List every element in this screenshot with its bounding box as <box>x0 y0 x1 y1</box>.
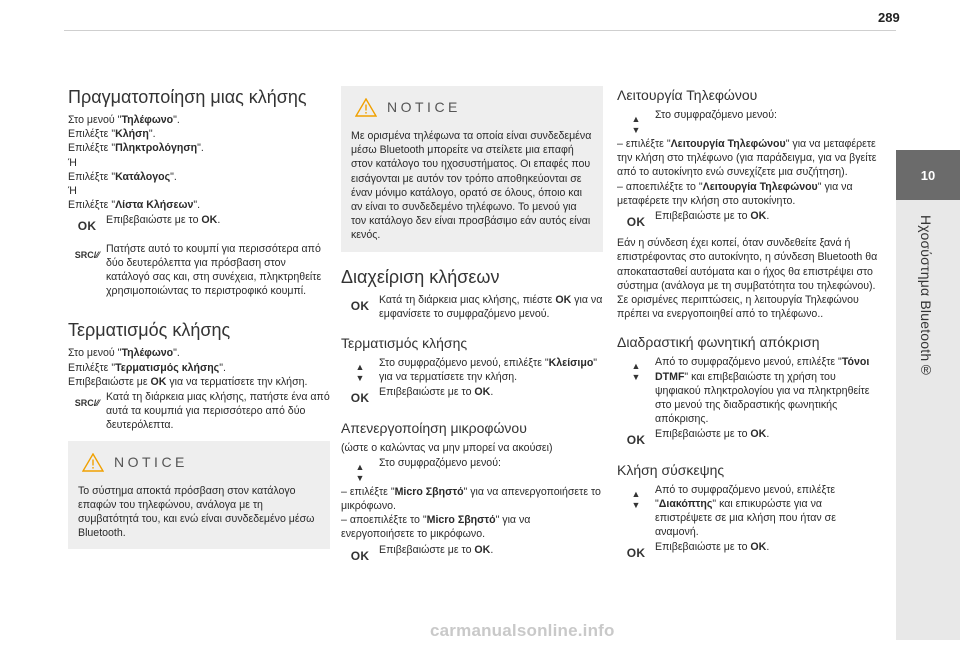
ok-button-icon: OK <box>77 219 97 234</box>
notice-box <box>68 441 330 550</box>
text-line: Επιλέξτε "Λίστα Κλήσεων". <box>68 199 201 212</box>
chapter-title: Ηχοσύστημα Bluetooth® <box>918 215 934 378</box>
up-down-arrows-icon: ▲ ▼ <box>631 488 641 510</box>
ok-button-icon: OK <box>626 433 646 448</box>
src-instruction: SRC/⁄⁄ Πατήστε αυτό το κουμπί για περισσότερα από δύο δευτερόλεπτα για πρόσβαση στον κατάλογό σας και, στη συνέχεια, πληκτρηθείτε χρησιμοποιώντας το περιστροφικό κουμπί. <box>74 242 322 298</box>
src-button-icon: SRC/⁄⁄ <box>74 249 100 260</box>
subsection-title-mute: Απενεργοποίηση μικροφώνου <box>341 419 527 436</box>
column-2 <box>341 86 603 564</box>
column-1 <box>68 86 330 557</box>
arrow-instruction: ▲ ▼ Στο συμφραζόμενο μενού: <box>355 456 501 483</box>
subsection-title-phone-mode: Λειτουργία Τηλεφώνου <box>617 87 758 103</box>
warning-icon <box>82 453 104 472</box>
section-title-make-call: Πραγματοποίηση μιας κλήσης <box>68 87 307 107</box>
ok-button-icon: OK <box>350 298 370 313</box>
text-line: Ή <box>68 156 77 169</box>
ok-instruction: OK Επιβεβαιώστε με το OK. <box>626 428 770 448</box>
text-line: Στο μενού "Τηλέφωνο". <box>68 114 180 126</box>
src-instruction: SRC/⁄⁄ Κατά τη διάρκεια μιας κλήσης, πατήστε ένα από αυτά τα κουμπιά για περισσότερο από δύο δευτερόλεπτα. <box>74 391 330 432</box>
up-down-arrows-icon: ▲ ▼ <box>355 461 365 483</box>
notice-text: Το σύστημα αποκτά πρόσβαση στον κατάλογο επαφών του τηλεφώνου, ανάλογα με τη συμβατότητά του, και ενώ είναι συνδεδεμένο μέσω Bluetooth. <box>78 484 315 540</box>
subsection-title-conference: Κλήση σύσκεψης <box>617 461 725 478</box>
ok-button-icon: OK <box>626 546 646 561</box>
ok-instruction: OK Επιβεβαιώστε με το OK. <box>350 543 494 563</box>
ok-instruction: OK Επιβεβαιώστε με το OK. <box>626 541 770 561</box>
ok-button-icon: OK <box>350 391 370 406</box>
ok-button-icon: OK <box>626 215 646 230</box>
ok-instruction: OK Κατά τη διάρκεια μιας κλήσης, πιέστε OK για να εμφανίσετε το συμφραζόμενο μενού. <box>350 293 603 320</box>
dash-item: – επιλέξτε "Λειτουργία Τηλεφώνου" για να μεταφέρετε την κλήση στο τηλέφωνο (για παράδειγμα, για να βγείτε από το αυτοκίνητο ενώ συνεχίζετε μια συζήτηση). <box>617 138 877 179</box>
notice-text: Με ορισμένα τηλέφωνα τα οποία είναι συνδεδεμένα μέσω Bluetooth μπορείτε να στείλετε μια επαφή στον κατάλογο του ηχοσυστήματος. Οι επαφές που εισάγονται με αυτόν τον τρόπο αποθηκεύονται σε έναν μόνιμο κατάλογο, ορατό σε όλους, όποιο και αν είναι το συνδεδεμένο τηλέφωνο. Το μενού για τον κατάλογο δεν είναι προσβάσιμο εάν αυτός είναι κενός. <box>351 130 592 242</box>
page-number: 289 <box>878 10 900 25</box>
text-line: Ή <box>68 185 77 198</box>
paragraph: Εάν η σύνδεση έχει κοπεί, όταν συνδεθείτε ξανά ή επιστρέφοντας στο αυτοκίνητο, η σύνδεση Bluetooth θα αποκατασταθεί αυτόματα και ο ήχος θα επιστρέψει στο σύστημα (ανάλογα με τη συμβατότητα του τηλεφώνου). Σε ορισμένες περιπτώσεις, η λειτουργία Τηλεφώνου πρέπει να ενεργοποιηθεί από το τηλέφωνο.. <box>617 237 878 321</box>
header-rule <box>64 30 896 31</box>
src-button-icon: SRC/⁄⁄ <box>74 398 100 409</box>
ok-button-icon: OK <box>350 548 370 563</box>
up-down-arrows-icon: ▲ ▼ <box>631 361 641 383</box>
column-3 <box>617 86 879 562</box>
text-line: Επιλέξτε "Κλήση". <box>68 128 156 141</box>
chapter-number: 10 <box>896 150 960 200</box>
text-line: Επιλέξτε "Τερματισμός κλήσης". <box>68 361 226 374</box>
dash-item: – αποεπιλέξτε το "Λειτουργία Τηλεφώνου" για να μεταφέρετε την κλήση στο αυτοκίνητο. <box>617 180 853 207</box>
arrow-instruction: ▲ ▼ Από το συμφραζόμενο μενού, επιλέξτε "Διακόπτης" και επικυρώστε για να επιστρέψετε σε μια κλήση που ήταν σε αναμονή. <box>631 483 836 539</box>
arrow-instruction: ▲ ▼ Στο συμφραζόμενο μενού: <box>631 109 777 135</box>
notice-title: NOTICE <box>387 99 461 116</box>
arrow-instruction: ▲ ▼ Από το συμφραζόμενο μενού, επιλέξτε "Τόνοι DTMF" και επιβεβαιώστε τη χρήση του ψηφιακού πληκτρολογίου για να πληκτρηθείτε στο μενού της διαδραστικής φωνητικής απόκρισης. <box>631 356 870 426</box>
ok-instruction: OK Επιβεβαιώστε με το OK. <box>626 210 770 230</box>
subsection-title-end-call: Τερματισμός κλήσης <box>341 335 468 352</box>
watermark: carmanualsonline.info <box>430 621 615 640</box>
text-line: Επιλέξτε "Πληκτρολόγηση". <box>68 142 204 155</box>
section-title-call-management: Διαχείριση κλήσεων <box>341 266 500 287</box>
up-down-arrows-icon: ▲ ▼ <box>631 114 641 135</box>
warning-icon <box>355 98 377 117</box>
ok-instruction: OK Επιβεβαιώστε με το OK. <box>77 214 221 234</box>
notice-box <box>341 86 603 252</box>
text-line: Επιλέξτε "Κατάλογος". <box>68 170 177 183</box>
ok-instruction: OK Επιβεβαιώστε με το OK. <box>350 386 494 406</box>
dash-item: – αποεπιλέξτε το "Micro Σβηστό" για να ενεργοποιήσετε το μικρόφωνο. <box>341 514 531 541</box>
dash-item: – επιλέξτε "Micro Σβηστό" για να απενεργοποιήσετε το μικρόφωνο. <box>341 485 601 513</box>
text-line: Στο μενού "Τηλέφωνο". <box>68 347 180 360</box>
arrow-instruction: ▲ ▼ Στο συμφραζόμενο μενού, επιλέξτε "Κλείσιμο" για να τερματίσετε την κλήση. <box>355 357 598 384</box>
notice-title: NOTICE <box>114 454 188 471</box>
up-down-arrows-icon: ▲ ▼ <box>355 362 365 384</box>
section-title-end-call: Τερματισμός κλήσης <box>68 320 231 341</box>
subsection-title-ivr: Διαδραστική φωνητική απόκριση <box>617 334 820 351</box>
text-line: (ώστε ο καλώντας να μην μπορεί να ακούσει) <box>341 441 553 454</box>
text-line: Επιβεβαιώστε με OK για να τερματίσετε την κλήση. <box>68 375 308 388</box>
